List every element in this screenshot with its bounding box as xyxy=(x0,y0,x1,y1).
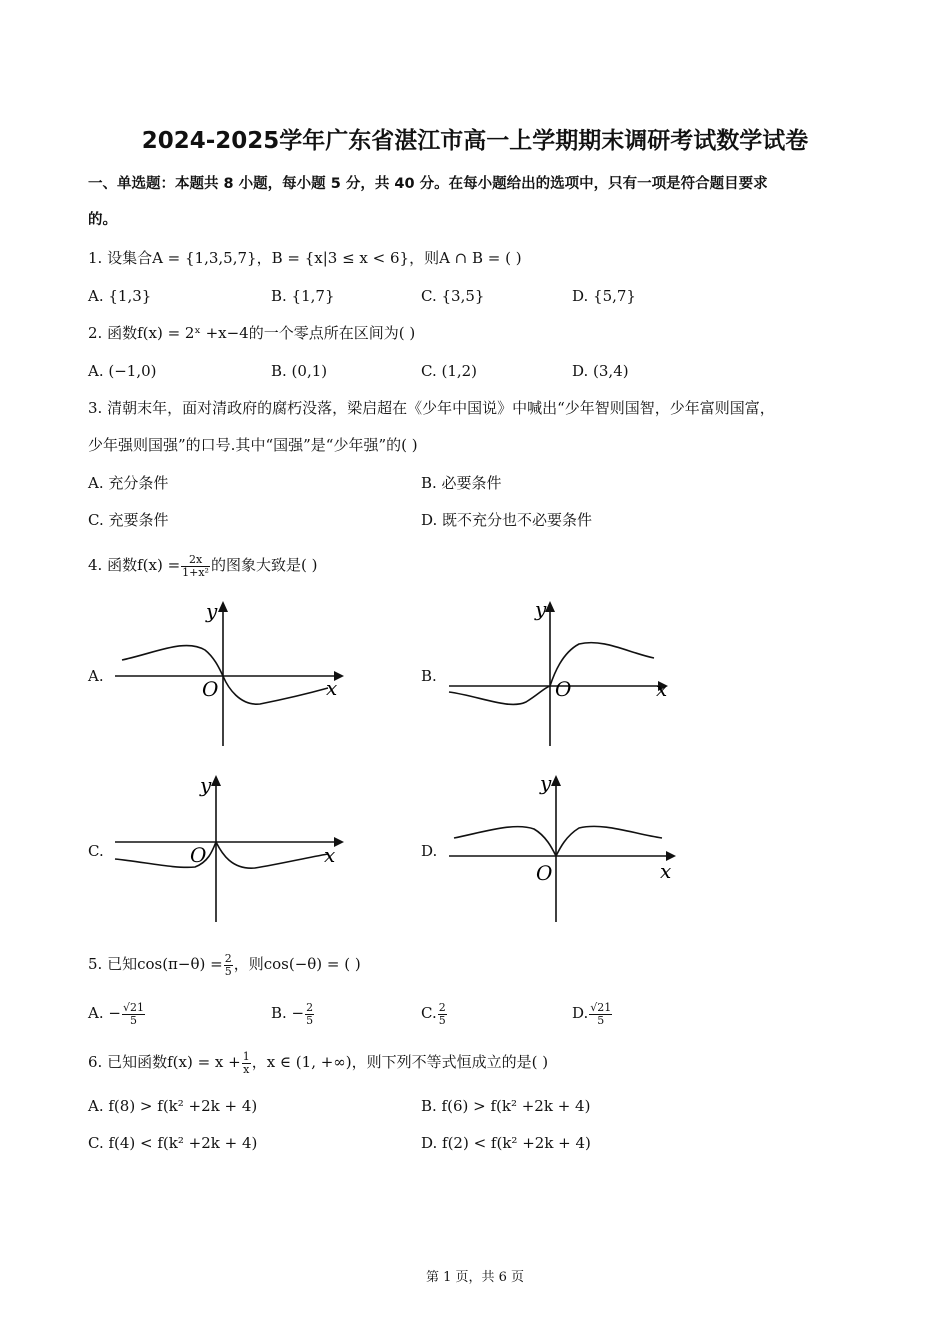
graph-d xyxy=(444,772,684,924)
q6-frac-den: x xyxy=(243,1062,250,1076)
q5-c-fraction xyxy=(438,1002,447,1027)
q1-option-d: D. {5,7} xyxy=(572,287,636,305)
q5-a-den: 5 xyxy=(129,1013,137,1027)
q5-c-num: 2 xyxy=(438,1000,446,1014)
q5-b-den: 5 xyxy=(306,1013,314,1027)
q2-option-d: D. (3,4) xyxy=(572,362,629,380)
q3-option-a: A. 充分条件 xyxy=(88,474,169,492)
q2-option-a: A. (−1,0) xyxy=(88,362,157,380)
q5-d-num: √21 xyxy=(590,1000,612,1014)
q5-d-prefix: D. xyxy=(572,1004,589,1022)
q1-option-b: B. {1,7} xyxy=(271,287,335,305)
q5-frac-num: 2 xyxy=(224,951,232,965)
q5-stem-pre: 5. 已知cos(π−θ) = xyxy=(88,955,223,973)
x-axis-arrow xyxy=(334,837,344,847)
q4-option-b-label: B. xyxy=(421,667,437,685)
q6-option-a: A. f(8) > f(k² +2k + 4) xyxy=(88,1097,258,1115)
q6-frac-num: 1 xyxy=(242,1049,250,1063)
origin-label: O xyxy=(555,677,572,701)
curve xyxy=(122,645,328,704)
question-3-stem-cont: 少年强则国强”的口号.其中“国强”是“少年强”的( ) xyxy=(88,436,418,454)
q6-stem-post: ，x ∈ (1, +∞)，则下列不等式恒成立的是( ) xyxy=(251,1053,549,1071)
y-label: y xyxy=(200,773,212,797)
q1-option-c: C. {3,5} xyxy=(421,287,485,305)
q3-option-d: D. 既不充分也不必要条件 xyxy=(421,511,593,529)
origin-label: O xyxy=(190,843,207,867)
q4-option-a-label: A. xyxy=(88,667,104,685)
q6-stem-pre: 6. 已知函数f(x) = x + xyxy=(88,1053,241,1071)
q5-frac-den: 5 xyxy=(224,964,232,978)
q5-stem-post: ，则cos(−θ) = ( ) xyxy=(233,955,361,973)
x-label: x xyxy=(324,843,336,867)
question-2-stem: 2. 函数f(x) = 2ˣ +x−4的一个零点所在区间为( ) xyxy=(88,324,416,342)
x-label: x xyxy=(326,676,338,700)
q5-c-den: 5 xyxy=(438,1013,446,1027)
graph-b xyxy=(444,598,684,748)
y-label: y xyxy=(206,599,218,623)
q5-d-den: 5 xyxy=(597,1013,605,1027)
q5-a-prefix: A. − xyxy=(88,1004,121,1022)
y-axis-arrow xyxy=(545,601,555,612)
question-5-stem xyxy=(88,951,361,978)
q5-a-fraction xyxy=(122,1002,145,1027)
section-heading-cont: 的。 xyxy=(88,212,117,228)
curve xyxy=(454,826,662,856)
q3-option-b: B. 必要条件 xyxy=(421,474,502,492)
page-footer: 第 1 页，共 6 页 xyxy=(425,1270,525,1285)
q5-option-d xyxy=(572,999,613,1027)
q5-a-num: √21 xyxy=(122,1000,144,1014)
page-title: 2024-2025学年广东省湛江市高一上学期期末调研考试数学试卷 xyxy=(141,128,809,154)
q4-frac-den: 1+x² xyxy=(182,565,209,579)
q4-stem-post: 的图象大致是( ) xyxy=(210,556,318,574)
y-label: y xyxy=(540,772,552,795)
q3-option-c: C. 充要条件 xyxy=(88,511,169,529)
q6-fraction xyxy=(242,1051,251,1076)
q4-option-c-label: C. xyxy=(88,842,104,860)
question-3-stem: 3. 清朝末年，面对清政府的腐朽没落，梁启超在《少年中国说》中喊出“少年智则国智，少年富则国富， xyxy=(88,399,775,417)
q5-b-num: 2 xyxy=(306,1000,314,1014)
q4-frac-num: 2x xyxy=(181,554,210,567)
curve xyxy=(115,842,328,868)
y-axis-arrow xyxy=(218,601,228,612)
section-heading: 一、单选题：本题共 8 小题，每小题 5 分，共 40 分。在每小题给出的选项中，只有一项是符合题目要求 xyxy=(88,176,768,192)
question-6-stem xyxy=(88,1049,548,1076)
q4-option-d-label: D. xyxy=(421,842,438,860)
q6-option-b: B. f(6) > f(k² +2k + 4) xyxy=(421,1097,591,1115)
y-label: y xyxy=(535,598,547,621)
q5-b-fraction xyxy=(305,1002,314,1027)
origin-label: O xyxy=(202,677,219,701)
q2-option-c: C. (1,2) xyxy=(421,362,478,380)
question-4-stem xyxy=(88,553,317,579)
q6-option-d: D. f(2) < f(k² +2k + 4) xyxy=(421,1134,591,1152)
q5-option-b xyxy=(271,999,315,1027)
q2-option-b: B. (0,1) xyxy=(271,362,328,380)
q5-option-a xyxy=(88,999,146,1027)
q5-d-fraction xyxy=(589,1002,612,1027)
q1-option-a: A. {1,3} xyxy=(88,287,152,305)
q5-b-prefix: B. − xyxy=(271,1004,305,1022)
q4-fraction xyxy=(181,554,210,579)
y-axis-arrow xyxy=(551,775,561,786)
q6-option-c: C. f(4) < f(k² +2k + 4) xyxy=(88,1134,258,1152)
x-label: x xyxy=(656,677,668,701)
q4-stem-pre: 4. 函数f(x) = xyxy=(88,556,181,574)
graph-a xyxy=(110,598,350,748)
origin-label: O xyxy=(536,861,553,885)
curve xyxy=(449,643,654,705)
y-axis-arrow xyxy=(211,775,221,786)
q5-c-prefix: C. xyxy=(421,1004,437,1022)
q5-fraction xyxy=(224,953,233,978)
x-label: x xyxy=(660,859,672,883)
graph-c xyxy=(110,772,350,924)
question-1-stem: 1. 设集合A = {1,3,5,7}，B = {x|3 ≤ x < 6}，则A ∩ B = ( ) xyxy=(88,249,522,267)
q5-option-c xyxy=(421,999,448,1027)
